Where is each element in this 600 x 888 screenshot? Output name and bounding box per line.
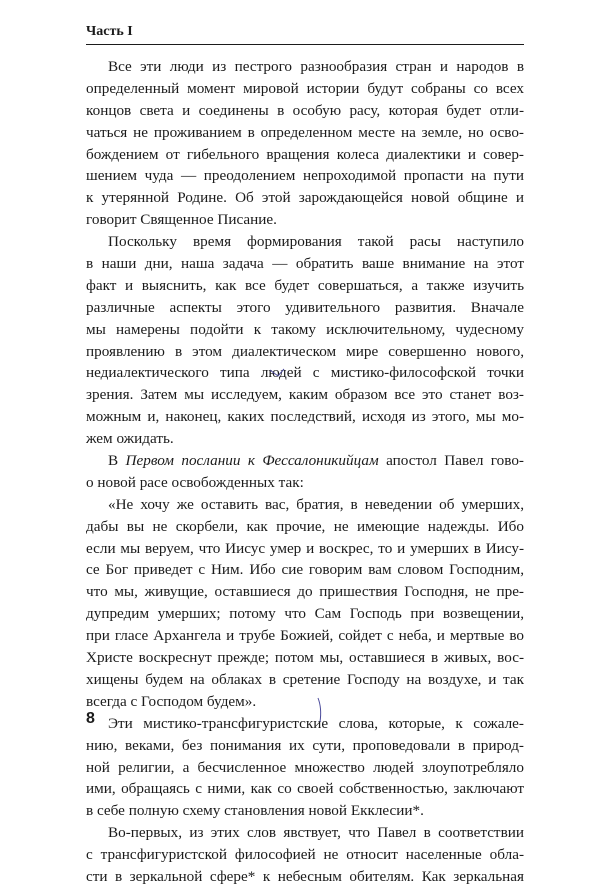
text-line: ими, обращаясь с ними, как со своей собственностью, заключают	[86, 780, 524, 798]
text-line: «Не хочу же оставить вас, братия, в неведении об умерших,	[108, 495, 524, 513]
text-line: жем ожидать.	[86, 430, 174, 448]
text-line: о новой расе освобожденных так:	[86, 473, 304, 491]
text-line: к утерянной Родине. Об этой зарождающейся новой общине и	[86, 189, 524, 207]
text-line: дупредим умерших; потому что Сам Господь при возвещении,	[86, 605, 524, 623]
text-run: апостол Павел гово-	[378, 452, 524, 470]
running-header: Часть I	[86, 24, 133, 39]
text-line: определенный момент мировой истории будут собраны со всех	[86, 79, 524, 97]
text-line: ной религии, а бесчисленное множество людей злоупотребляло	[86, 758, 524, 776]
text-line: шением чуда — преодолением непроходимой пропасти на пути	[86, 167, 524, 185]
text-line: всегда с Господом будем».	[86, 692, 257, 710]
text-line: Поскольку время формирования такой расы наступило	[108, 233, 524, 251]
text-line: если мы веруем, что Иисус умер и воскрес, то и умерших в Иису-	[86, 539, 524, 557]
text-line: сти в зеркальной сфере* к небесным обителям. Как зеркальная	[86, 867, 524, 885]
text-line: проявлению в этом диалектическом мире совершенно нового,	[86, 342, 524, 360]
text-line: Во-первых, из этих слов явствует, что Павел в соответствии	[108, 824, 524, 842]
text-line: хищены будем на облаках в сретение Господу на воздухе, и так	[86, 670, 524, 688]
text-line: в наши дни, наша задача — обратить ваше внимание на этот	[86, 255, 524, 273]
text-line: при гласе Архангела и трубе Божией, сойдет с неба, и мертвые во	[86, 627, 524, 645]
text-line: с трансфигуристской философией не относит населенные обла-	[86, 846, 524, 864]
text-line: Эти мистико-трансфигуристские слова, которые, к сожале-	[108, 714, 524, 732]
text-line: Христе воскреснут прежде; потом мы, оставшиеся в живых, вос-	[86, 649, 524, 667]
text-line: факт и выяснить, как все будет совершаться, а также изучить	[86, 276, 524, 294]
text-line: мы намерены подойти к такому исключительному, чудесному	[86, 320, 524, 338]
text-line: бождением от гибельного вращения колеса диалектики и совер-	[86, 145, 524, 163]
text-line: зрения. Затем мы исследуем, каким образом все это станет воз-	[86, 386, 524, 404]
body-text	[86, 56, 524, 888]
text-line: в себе полную схему становления новой Екклесии*.	[86, 802, 424, 820]
text-line: что мы, живущие, оставшиеся до пришествия Господня, не пре-	[86, 583, 524, 601]
text-line: можным и, наконец, каких последствий, исходя из этого, мы мо-	[86, 408, 524, 426]
text-line: чаться не проживанием в определенном месте на земле, но осво-	[86, 123, 524, 141]
epistle-title: Первом послании к Фессалоникийцам	[125, 452, 379, 470]
text-line: концов света и соединены в особую расу, которая будет отли-	[86, 101, 524, 119]
text-run: В	[108, 452, 126, 470]
text-line: дабы вы не скорбели, как прочие, не имеющие надежды. Ибо	[86, 517, 524, 535]
text-line: недиалектического типа людей с мистико-философской точки	[86, 364, 524, 382]
header-rule	[86, 44, 524, 45]
text-line: различные аспекты этого удивительного развития. Вначале	[86, 298, 524, 316]
text-line: Все эти люди из пестрого разнообразия стран и народов в	[108, 58, 524, 75]
text-line	[86, 450, 524, 472]
text-line: говорит Священное Писание.	[86, 211, 277, 229]
page-number: 8	[86, 710, 95, 727]
text-line: се Бог приведет с Ним. Ибо сие говорим вам словом Господним,	[86, 561, 524, 579]
text-line: нию, веками, без понимания их сути, проповедовали в природ-	[86, 736, 524, 754]
